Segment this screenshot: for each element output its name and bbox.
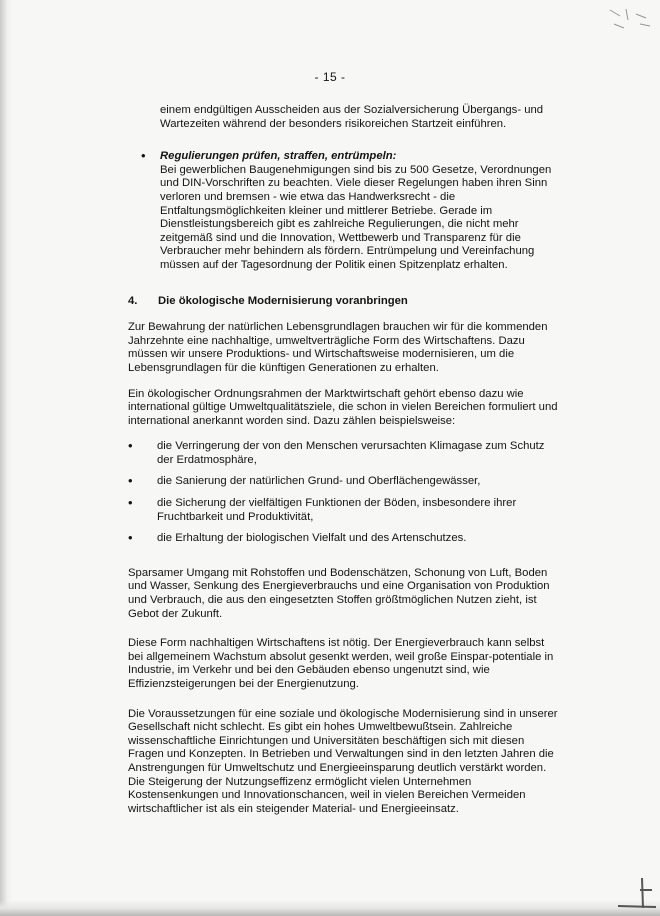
section-heading — [128, 295, 560, 309]
bullet-marker: • — [128, 438, 133, 454]
list-item — [128, 532, 560, 546]
paragraph: Die Voraussetzungen für eine soziale und ökologische Modernisierung sind in unserer Gesellschaft nicht schlecht. Es gibt ein hohes Umweltbewußtsein. Zahlreiche wissenschaftliche Einrichtungen und Universitäten beschäftigen sich mit diesen Fragen und Konzepten. In Betrieben und Verwaltungen sind in den letzten Jahren die Anstrengungen für Umweltschutz und Energieeinsparung deutlich verstärkt worden. Die Steigerung der Nutzungseffizenz ermöglicht vielen Unternehmen Kostensenkungen und Innovationschancen, weil in vielen Bereichen Vermeiden wirtschaftlicher ist als ein steigender Material- und Energieeinsatz. — [128, 707, 558, 815]
paragraph: Sparsamer Umgang mit Rohstoffen und Bodenschätzen, Schonung von Luft, Boden und Wasser, Senkung des Energieverbrauchs und eine Organisation von Produktion und Verbrauch, die aus den eingesetzten Stoffen größtmöglichen Nutzen zieht, ist Gebot der Zukunft. — [128, 566, 550, 620]
list-item — [128, 497, 560, 524]
section-title: Die ökologische Modernisierung voranbringen — [158, 294, 408, 307]
goals-list — [128, 440, 560, 546]
page-content — [128, 104, 560, 828]
scan-edge-bottom — [0, 900, 660, 916]
regulation-bullet — [141, 148, 560, 272]
paragraph: Zur Bewahrung der natürlichen Lebensgrundlagen brauchen wir für die kommenden Jahrzehnte eine nachhaltige, umweltverträgliche Form des Wirtschaftens. Dazu müssen wir unsere Produktions- und Wirtschaftsweise modernisieren, um die Lebensgrundlagen für die künftigen Generationen zu erhalten. — [128, 321, 548, 374]
bullet-marker: • — [141, 148, 146, 164]
section-number: 4. — [128, 294, 138, 307]
paragraph: Ein ökologischer Ordnungsrahmen der Marktwirtschaft gehört ebenso dazu wie international gültige Umweltqualitätsziele, die schon in vielen Bereichen formuliert und international anerkannt worden sind. Dazu zählen beispielsweise: — [128, 387, 558, 427]
bullet-title: Regulierungen prüfen, straffen, entrümpeln: — [160, 150, 397, 163]
list-item-text: die Erhaltung der biologischen Vielfalt und des Artenschutzes. — [157, 532, 467, 545]
bullet-text: Bei gewerblichen Baugenehmigungen sind bis zu 500 Gesetze, Verordnungen und DIN-Vorschriften zu beachten. Viele dieser Regelungen haben ihren Sinn verloren und bremsen - wie etwa das Handwerksrecht - die Entfaltungsmöglichkeiten kleiner und mittlerer Betriebe. Gerade im Dienstleistungsbereich gibt es zahlreiche Regulierungen, die nicht mehr zeitgemäß sind und die Innovation, Wettbewerb und Transparenz für die Verbraucher mehr behindern als fördern. Entrümpelung und Vereinfachung müssen auf der Tagesordnung der Politik einen Spitzenplatz erhalten. — [160, 163, 552, 271]
list-item-text: die Sicherung der vielfältigen Funktionen der Böden, insbesondere ihrer Fruchtbarkeit und Produktivität, — [157, 497, 517, 523]
list-item — [128, 475, 560, 489]
paragraph: Diese Form nachhaltigen Wirtschaftens ist nötig. Der Energieverbrauch kann selbst bei allgemeinem Wachstum absolut gesenkt werden, weil große Einspar-potentiale in Industrie, im Verkehr und bei den Gebäuden ebenso ungenutzt sind, wie Effizienzsteigerungen bei der Energienutzung. — [128, 637, 554, 690]
page-number: - 15 - — [314, 70, 346, 84]
continuation-text: einem endgültigen Ausscheiden aus der Sozialversicherung Übergangs- und Wartezeiten während der besonders risikoreichen Startzeit einführen. — [160, 104, 544, 130]
scan-noise-bottom-right — [612, 876, 656, 910]
list-item — [128, 440, 560, 467]
bullet-marker: • — [128, 530, 133, 546]
scan-noise-top-right — [606, 6, 654, 32]
bullet-marker: • — [128, 495, 133, 511]
list-item-text: die Verringerung der von den Menschen verursachten Klimagase zum Schutz der Erdatmosphäre, — [157, 440, 545, 466]
list-item-text: die Sanierung der natürlichen Grund- und Oberflächengewässer, — [157, 475, 481, 488]
bullet-marker: • — [128, 473, 133, 489]
scan-edge-left — [0, 0, 12, 916]
